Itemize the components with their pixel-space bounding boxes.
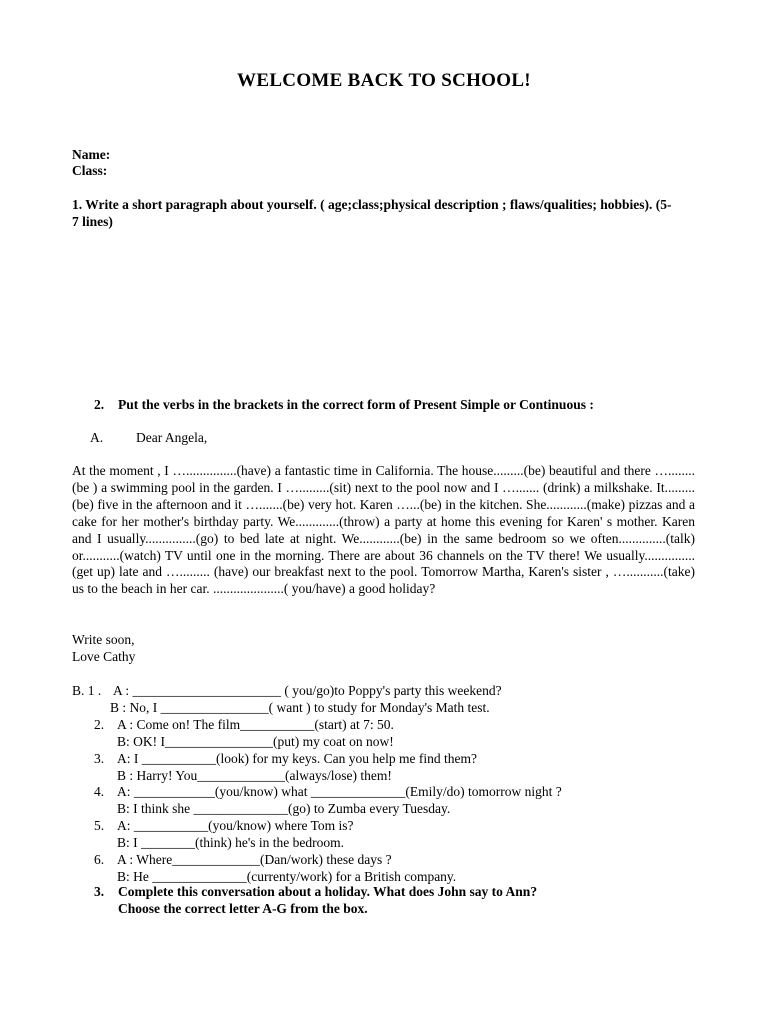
- part-b-line: A: I ___________(look) for my keys. Can you help me find them?: [117, 750, 477, 766]
- part-b-line: B: OK! I________________(put) my coat on now!: [117, 733, 394, 749]
- part-b-line: A: ____________(you/know) what ______________(Emily/do) tomorrow night ?: [117, 784, 562, 800]
- letter-greeting: Dear Angela,: [136, 430, 208, 445]
- part-b-line: A: ___________(you/know) where Tom is?: [117, 818, 354, 834]
- question-2-text: Put the verbs in the brackets in the correct form of Present Simple or Continuous :: [118, 397, 594, 412]
- part-b-line: A : Come on! The film___________(start) at 7: 50.: [117, 716, 394, 732]
- name-label: Name:: [72, 147, 111, 162]
- part-b-item-number: 5.: [94, 818, 105, 834]
- part-b-line: A : Where_____________(Dan/work) these days ?: [117, 852, 392, 867]
- page-title: WELCOME BACK TO SCHOOL!: [237, 70, 531, 91]
- part-b-item-number: 2.: [94, 716, 105, 732]
- part-b-item-number: 4.: [94, 784, 105, 800]
- letter-closing-1: Write soon,: [72, 632, 135, 647]
- question-2-number: 2.: [94, 397, 105, 412]
- part-b-line: B: I think she ______________(go) to Zumba every Tuesday.: [117, 801, 451, 817]
- question-3-number: 3.: [94, 884, 105, 899]
- part-b-item-number: 6.: [94, 852, 105, 867]
- question-3-line-2: Choose the correct letter A-G from the box.: [118, 901, 368, 916]
- part-b-line: B : No, I ________________( want ) to study for Monday's Math test.: [110, 699, 490, 715]
- class-label: Class:: [72, 163, 108, 178]
- part-b-line: B: He ______________(currenty/work) for a British company.: [117, 868, 457, 884]
- part-b-item-number: B. 1 .: [72, 683, 102, 698]
- part-b-line: B : Harry! You_____________(always/lose) them!: [117, 767, 392, 783]
- part-a-label: A.: [90, 430, 104, 445]
- letter-paragraph: At the moment , I …...............(have) a fantastic time in California. The house.........(be) beautiful and there …........(be ) a swimming pool in the garden. I ….........(sit) next to the pool now and I …....... (drink) a milkshake. It.........(be) five in the afternoon and it ….......(be) very hot. Karen …...(be) in the kitchen. She............(make) pizzas and a cake for her mother's birthday party. We.............(throw) a party at home this evening for Karen' s mother. Karen and I usually...............(go) to bed late at night. We............(be) in the same bedroom so we often..............(talk) or...........(watch) TV until one in the morning. There are about 36 channels on the TV there! We usually...............(get up) late and …......... (have) our breakfast next to the pool. Tomorrow Martha, Karen's sister , …...........(take) us to the beach in her car. .....................( you/have) a good holiday?: [72, 463, 695, 597]
- question-3-line-1: Complete this conversation about a holiday. What does John say to Ann?: [118, 884, 538, 899]
- letter-closing-2: Love Cathy: [72, 649, 136, 664]
- part-b-item-number: 3.: [94, 750, 105, 766]
- part-b-line: B: I ________(think) he's in the bedroom.: [117, 835, 345, 851]
- question-1: 1. Write a short paragraph about yourself. ( age;class;physical description ; flaws/qualities; hobbies). (5-7 lines): [72, 197, 672, 229]
- part-b-line: A : ______________________ ( you/go)to Poppy's party this weekend?: [113, 683, 502, 698]
